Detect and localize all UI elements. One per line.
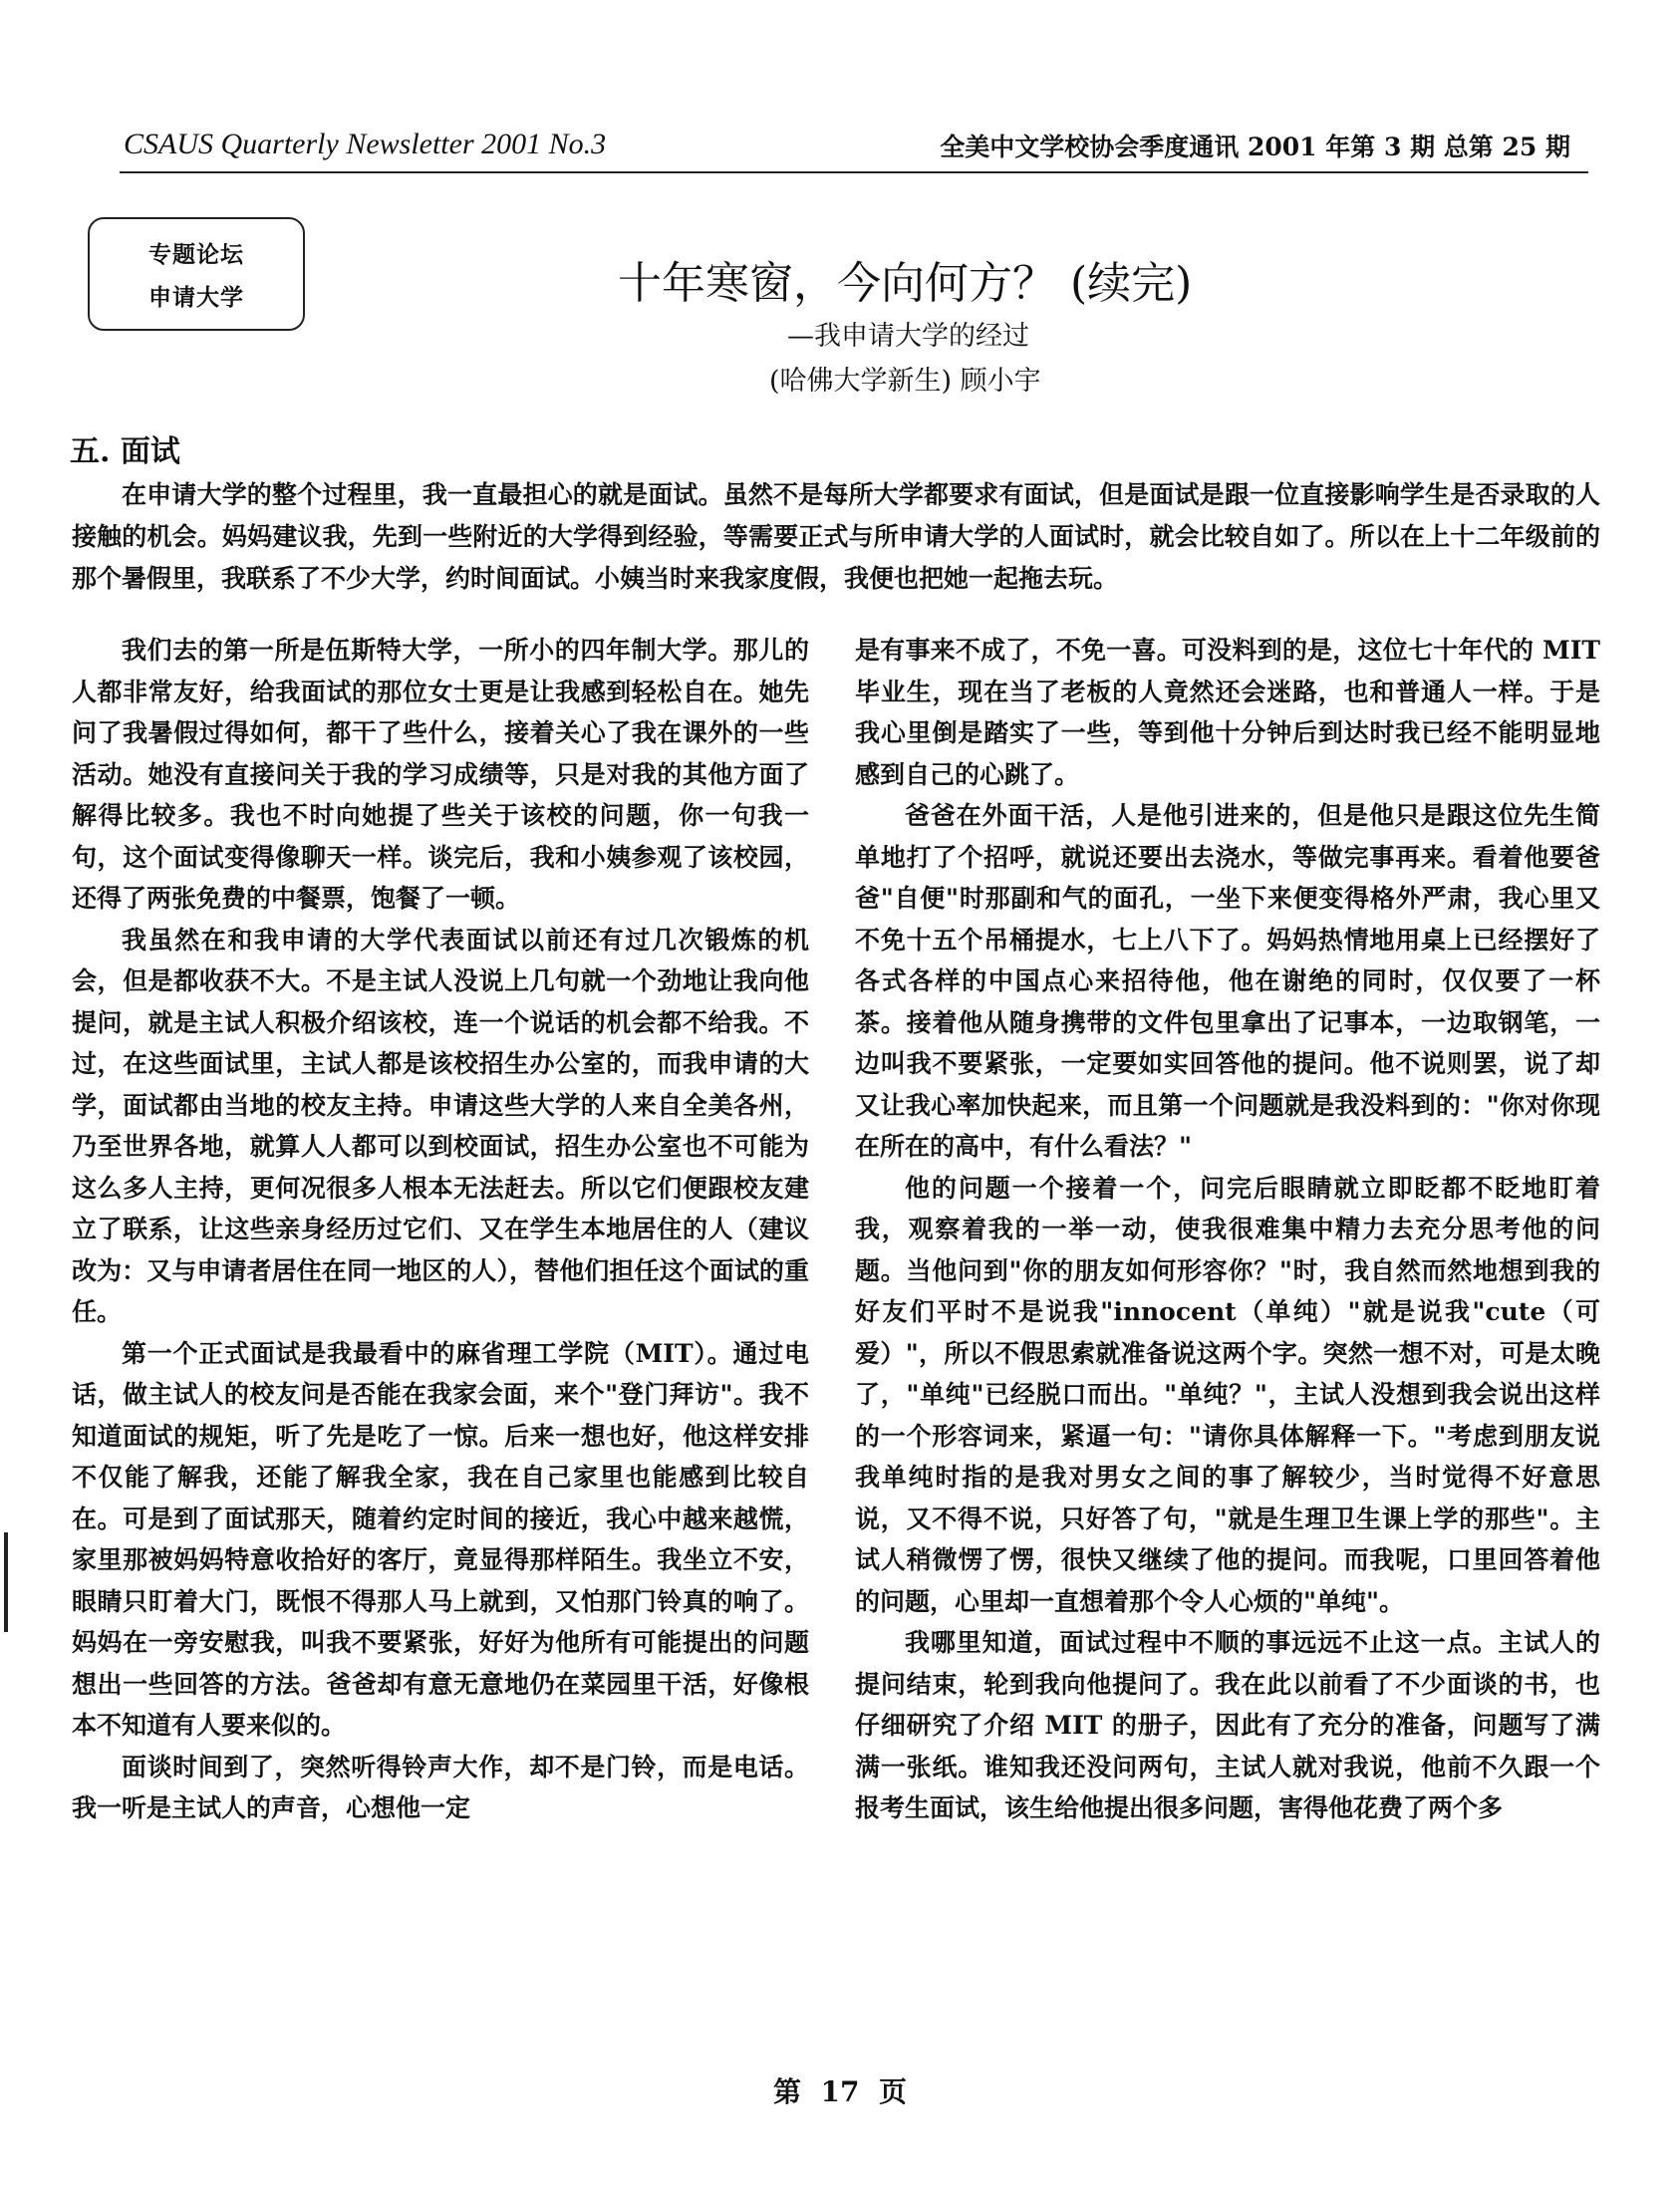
page-number: 第 17 页 [773,2075,907,2108]
topic-label-box [88,217,305,331]
paragraph: 面谈时间到了，突然听得铃声大作，却不是门铃，而是电话。我一听是主试人的声音，心想他一定 [72,1752,809,1822]
scan-margin-mark [4,1532,8,1632]
paragraph: 我们去的第一所是伍斯特大学，一所小的四年制大学。那儿的人都非常友好，给我面试的那位女士更是让我感到轻松自在。她先问了我暑假过得如何，都干了些什么，接着关心了我在课外的一些活动。她没有直接问关于我的学习成绩等，只是对我的其他方面了解得比较多。我也不时向她提了些关于该校的问题，你一句我一句，这个面试变得像聊天一样。谈完后，我和小姨参观了该校园，还得了两张免费的中餐票，饱餐了一顿。 [72,636,809,913]
topic-label-forum: 专题论坛 [148,241,244,268]
article-subtitle: —我申请大学的经过 [787,321,1029,352]
newsletter-name-chinese: 全美中文学校协会季度通讯 2001 年第 3 期 总第 25 期 [940,133,1570,161]
topic-label-college: 申请大学 [148,284,244,311]
paragraph: 他的问题一个接着一个，问完后眼睛就立即眨都不眨地盯着我，观察着我的一举一动，使我很难集中精力去充分思考他的问题。当他问到"你的朋友如何形容你？"时，我自然而然地想到我的好友们平时不是说我"innocent（单纯）"就是说我"cute（可爱）"，所以不假思索就准备说这两个字。突然一想不对，可是太晚了，"单纯"已经脱口而出。"单纯？"，主试人没想到我会说出这样的一个形容词来，紧逼一句："请你具体解释一下。"考虑到朋友说我单纯时指的是我对男女之间的事了解较少，当时觉得不好意思说，又不得不说，只好答了句，"就是生理卫生课上学的那些"。主试人稍微愣了愣，很快又继续了他的提问。而我呢，口里回答着他的问题，心里却一直想着那个令人心烦的"单纯"。 [855,1173,1600,1616]
left-column [72,630,809,1829]
paragraph: 我虽然在和我申请的大学代表面试以前还有过几次锻炼的机会，但是都收获不大。不是主试人没说上几句就一个劲地让我向他提问，就是主试人积极介绍该校，连一个说话的机会都不给我。不过，在这些面试里，主试人都是该校招生办公室的，而我申请的大学，面试都由当地的校友主持。申请这些大学的人来自全美各州，乃至世界各地，就算人人都可以到校面试，招生办公室也不可能为这么多人主持，更何况很多人根本无法赶去。所以它们便跟校友建立了联系，让这些亲身经历过它们、又在学生本地居住的人（建议改为：又与申请者居住在同一地区的人），替他们担任这个面试的重任。 [72,925,809,1326]
section-heading: 五. 面试 [70,434,180,469]
paragraph: 爸爸在外面干活，人是他引进来的，但是他只是跟这位先生简单地打了个招呼，就说还要出去浇水，等做完事再来。看着他要爸爸"自便"时那副和气的面孔，一坐下来便变得格外严肃，我心里又不免十五个吊桶提水，七上八下了。妈妈热情地用桌上已经摆好了各式各样的中国点心来招待他，他在谢绝的同时，仅仅要了一杯茶。接着他从随身携带的文件包里拿出了记事本，一边取钢笔，一边叫我不要紧张，一定要如实回答他的提问。他不说则罢，说了却又让我心率加快起来，而且第一个问题就是我没料到的："你对你现在所在的高中，有什么看法？" [855,801,1600,1161]
right-column [855,630,1600,1829]
section-intro-paragraph: 在申请大学的整个过程里，我一直最担心的就是面试。虽然不是每所大学都要求有面试，但是面试是跟一位直接影响学生是否录取的人接触的机会。妈妈建议我，先到一些附近的大学得到经验，等需要正式与所申请大学的人面试时，就会比较自如了。所以在上十二年级前的那个暑假里，我联系了不少大学，约时间面试。小姨当时来我家度假，我便也把她一起拖去玩。 [72,480,1600,593]
paragraph: 是有事来不成了，不免一喜。可没料到的是，这位七十年代的 MIT 毕业生，现在当了老板的人竟然还会迷路，也和普通人一样。于是我心里倒是踏实了一些，等到他十分钟后到达时我已经不能明显地感到自己的心跳了。 [855,636,1600,789]
newsletter-name-english: CSAUS Quarterly Newsletter 2001 No.3 [124,128,607,160]
header-divider [120,171,1588,173]
article-title: 十年寒窗，今向何方？ (续完) [618,258,1193,309]
paragraph: 我哪里知道，面试过程中不顺的事远远不止这一点。主试人的提问结束，轮到我向他提问了。我在此以前看了不少面谈的书，也仔细研究了介绍 MIT 的册子，因此有了充分的准备，问题写了满满一张纸。谁知我还没问两句，主试人就对我说，他前不久跟一个报考生面试，该生给他提出很多问题，害得他花费了两个多 [855,1628,1600,1822]
article-byline: (哈佛大学新生) 顾小宇 [769,366,1041,397]
paragraph: 第一个正式面试是我最看中的麻省理工学院（MIT）。通过电话，做主试人的校友问是否能在我家会面，来个"登门拜访"。我不知道面试的规矩，听了先是吃了一惊。后来一想也好，他这样安排不仅能了解我，还能了解我全家，我在自己家里也能感到比较自在。可是到了面试那天，随着约定时间的接近，我心中越来越慌，家里那被妈妈特意收拾好的客厅，竟显得那样陌生。我坐立不安，眼睛只盯着大门，既恨不得那人马上就到，又怕那门铃真的响了。妈妈在一旁安慰我，叫我不要紧张，好好为他所有可能提出的问题想出一些回答的方法。爸爸却有意无意地仍在菜园里干活，好像根本不知道有人要来似的。 [72,1338,809,1740]
